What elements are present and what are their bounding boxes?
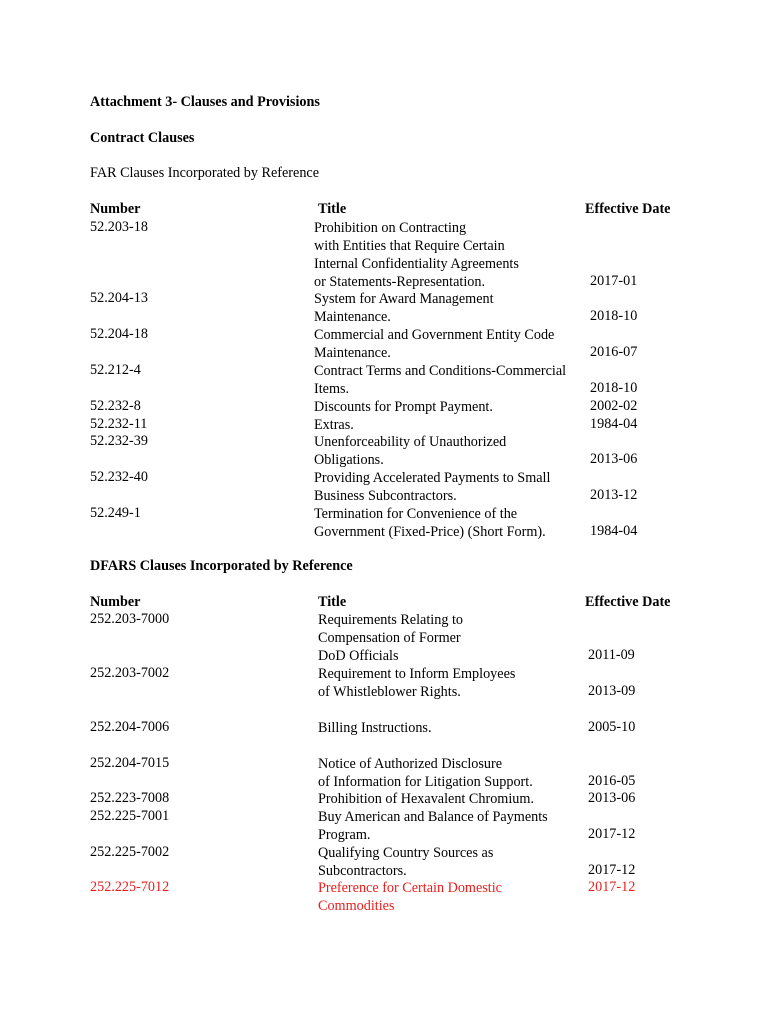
clause-title-line: Preference for Certain Domestic (318, 880, 502, 896)
clause-title-line: Termination for Convenience of the (314, 506, 518, 522)
clause-title-line: Business Subcontractors. (314, 488, 457, 504)
far-header-title: Title (318, 201, 347, 217)
clause-title-line: Internal Confidentiality Agreements (314, 256, 519, 272)
clause-number: 52.249-1 (90, 505, 141, 521)
clause-title (314, 398, 493, 416)
clause-title-line: Obligations. (314, 452, 384, 468)
clause-title-line: Maintenance. (314, 309, 391, 325)
clause-number: 252.225-7012 (90, 879, 170, 895)
clause-title-line: Maintenance. (314, 345, 391, 361)
clause-title-line: Qualifying Country Sources as (318, 845, 494, 861)
clause-title-line: of Whistleblower Rights. (318, 684, 461, 700)
clause-title-line: Subcontractors. (318, 863, 407, 879)
clause-title (318, 665, 515, 701)
clause-title (314, 219, 519, 291)
clause-title (318, 808, 548, 844)
clause-title-line: Unenforceability of Unauthorized (314, 434, 507, 450)
clause-title-line: Contract Terms and Conditions-Commercial (314, 363, 567, 379)
clause-title-line: Items. (314, 381, 350, 397)
clause-title (318, 719, 432, 737)
clause-title-line: DoD Officials (318, 648, 399, 664)
clause-title-line: Providing Accelerated Payments to Small (314, 470, 551, 486)
clause-title-line: Commercial and Government Entity Code (314, 327, 555, 343)
clause-number: 252.225-7001 (90, 808, 170, 824)
clause-effective-date: 2017-12 (588, 862, 636, 878)
clause-number: 252.203-7002 (90, 665, 170, 681)
clause-title (314, 362, 566, 398)
clause-effective-date: 2017-12 (588, 826, 636, 842)
far-header-number: Number (90, 201, 141, 217)
clause-title-line: Discounts for Prompt Payment. (314, 399, 493, 415)
clause-title-line: Buy American and Balance of Payments (318, 809, 548, 825)
clause-number: 52.204-18 (90, 326, 148, 342)
clause-title (318, 611, 463, 665)
clause-title (318, 790, 534, 808)
clause-title (314, 416, 354, 434)
clause-title-line: or Statements-Representation. (314, 274, 485, 290)
clause-title (314, 433, 506, 469)
clause-title-line: Requirement to Inform Employees (318, 666, 516, 682)
clause-effective-date: 2018-10 (590, 308, 638, 324)
clause-effective-date: 2017-01 (590, 273, 638, 289)
clause-effective-date: 2011-09 (588, 647, 635, 663)
clause-title (314, 505, 546, 541)
clause-title (314, 326, 554, 362)
clause-effective-date: 2013-06 (590, 451, 638, 467)
document-heading: Attachment 3- Clauses and Provisions (90, 94, 320, 110)
clause-title-line: Compensation of Former (318, 630, 461, 646)
clause-title (318, 755, 533, 791)
clause-number: 252.204-7006 (90, 719, 170, 735)
dfars-intro: DFARS Clauses Incorporated by Reference (90, 558, 353, 574)
clause-number: 52.232-8 (90, 398, 141, 414)
contract-clauses-heading: Contract Clauses (90, 130, 195, 146)
clause-title (314, 469, 550, 505)
clause-number: 252.225-7002 (90, 844, 170, 860)
clause-number: 252.204-7015 (90, 755, 170, 771)
clause-number: 252.203-7000 (90, 611, 170, 627)
clause-number: 52.232-11 (90, 416, 148, 432)
clause-title-line: Government (Fixed-Price) (Short Form). (314, 524, 546, 540)
clause-number: 252.223-7008 (90, 790, 170, 806)
dfars-header-title: Title (318, 594, 347, 610)
dfars-header-date: Effective Date (585, 594, 671, 610)
clause-effective-date: 1984-04 (590, 523, 638, 539)
clause-effective-date: 2017-12 (588, 879, 636, 895)
clause-title (318, 844, 493, 880)
clause-effective-date: 2016-05 (588, 773, 636, 789)
clause-title-line: Prohibition on Contracting (314, 220, 467, 236)
clause-number: 52.212-4 (90, 362, 141, 378)
dfars-header-number: Number (90, 594, 141, 610)
clause-number: 52.204-13 (90, 290, 148, 306)
clause-effective-date: 2002-02 (590, 398, 638, 414)
clause-effective-date: 2018-10 (590, 380, 638, 396)
clause-title-line: Notice of Authorized Disclosure (318, 756, 502, 772)
clause-title-line: Commodities (318, 898, 395, 914)
clause-title-line: of Information for Litigation Support. (318, 774, 533, 790)
clause-number: 52.232-40 (90, 469, 148, 485)
clause-effective-date: 2013-06 (588, 790, 636, 806)
clause-effective-date: 1984-04 (590, 416, 638, 432)
far-intro: FAR Clauses Incorporated by Reference (90, 165, 320, 181)
clause-title (314, 290, 494, 326)
clause-title-line: Billing Instructions. (318, 720, 432, 736)
clause-number: 52.203-18 (90, 219, 148, 235)
clause-effective-date: 2005-10 (588, 719, 636, 735)
clause-number: 52.232-39 (90, 433, 148, 449)
far-header-date: Effective Date (585, 201, 671, 217)
clause-title (318, 879, 502, 915)
clause-title-line: System for Award Management (314, 291, 494, 307)
clause-title-line: Program. (318, 827, 371, 843)
clause-effective-date: 2013-09 (588, 683, 636, 699)
clause-title-line: with Entities that Require Certain (314, 238, 505, 254)
clause-effective-date: 2013-12 (590, 487, 638, 503)
clause-title-line: Prohibition of Hexavalent Chromium. (318, 791, 534, 807)
clause-title-line: Extras. (314, 417, 354, 433)
clause-effective-date: 2016-07 (590, 344, 638, 360)
clause-title-line: Requirements Relating to (318, 612, 463, 628)
